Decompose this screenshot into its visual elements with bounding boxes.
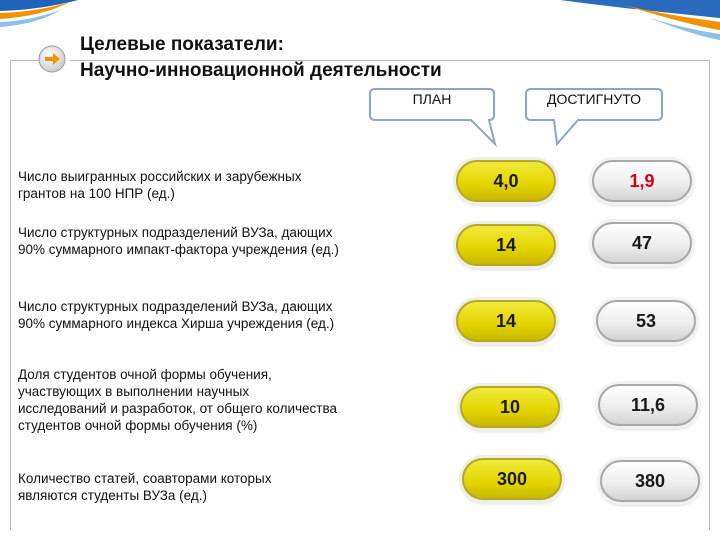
row-2-achieved-value: 47: [592, 222, 692, 264]
row-5-label-line: являются студенты ВУЗа (ед.): [18, 488, 207, 503]
achieved-header: ДОСТИГНУТО: [546, 91, 642, 107]
row-2-label-line: Число структурных подразделений ВУЗа, дающих: [18, 225, 333, 240]
row-3-label-line: 90% суммарного индекса Хирша учреждения (ед.): [18, 316, 335, 331]
row-1-label-line: Число выигранных российских и зарубежных: [18, 169, 302, 184]
row-1-label: [18, 168, 301, 202]
row-5-achieved-value: 380: [600, 460, 700, 502]
row-3-plan-value: 14: [456, 300, 556, 342]
plan-header: ПЛАН: [412, 91, 452, 107]
row-3-label: [18, 298, 334, 332]
row-2-plan-value: 14: [456, 224, 556, 266]
row-4-achieved-value: 11,6: [598, 384, 698, 426]
row-4-label: [18, 366, 337, 434]
row-5-label-line: Количество статей, соавторами которых: [18, 471, 272, 486]
row-2-label-line: 90% суммарного импакт-фактора учреждения (ед.): [18, 242, 339, 257]
row-4-label-line: Доля студентов очной формы обучения,: [18, 367, 272, 382]
page-title: [80, 32, 442, 84]
row-4-label-line: исследований и разработок, от общего количества: [18, 401, 338, 416]
row-4-plan-value: 10: [460, 386, 560, 428]
arrow-right-icon: [37, 44, 67, 74]
row-3-achieved-value: 53: [596, 300, 696, 342]
row-4-label-line: студентов очной формы обучения (%): [18, 418, 258, 433]
row-5-label: [18, 470, 272, 504]
row-1-plan-value: 4,0: [456, 160, 556, 202]
row-1-achieved-value: 1,9: [592, 160, 692, 202]
row-5-plan-value: 300: [462, 458, 562, 500]
row-3-label-line: Число структурных подразделений ВУЗа, дающих: [18, 299, 333, 314]
row-2-label: [18, 224, 339, 258]
title-line-1: Целевые показатели:: [80, 34, 284, 55]
row-4-label-line: участвующих в выполнении научных: [18, 384, 250, 399]
title-line-2: Научно-инновационной деятельности: [80, 60, 442, 81]
row-1-label-line: грантов на 100 НПР (ед.): [18, 186, 175, 201]
